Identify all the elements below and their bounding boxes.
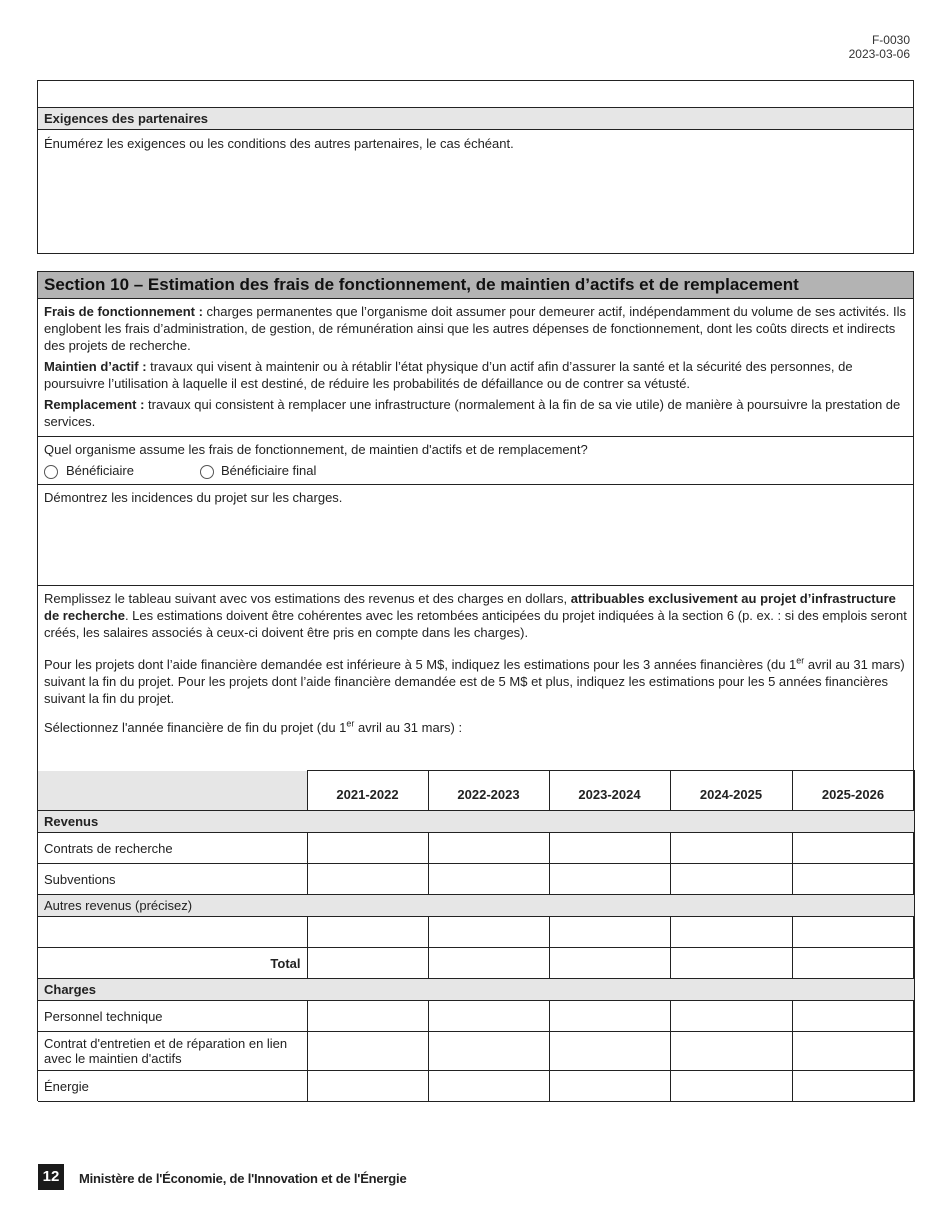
input-cell[interactable] — [428, 1001, 549, 1032]
input-cell[interactable] — [792, 864, 914, 895]
impact-field[interactable] — [38, 484, 913, 585]
year-3: 2023-2024 — [549, 771, 670, 811]
document-code — [849, 33, 910, 61]
revenus-header-row — [38, 811, 914, 833]
table-row — [38, 1032, 914, 1071]
select-part-b: avril au 31 mars) : — [354, 720, 463, 735]
revenus-header: Revenus — [38, 811, 914, 833]
input-cell[interactable] — [428, 948, 549, 979]
partners-header — [38, 107, 913, 129]
input-cell[interactable] — [549, 917, 670, 948]
para1-part-b: . Les estimations doivent être cohérentes avec les retombées anticipées du projet indiquées à la section 6 (p. ex. : si des emplois seront créés, les salaires associés à ceux-ci doivent être pris en compte dans les charges). — [44, 608, 907, 640]
table-row — [38, 917, 914, 948]
select-sup: er — [346, 718, 355, 729]
def-remplacement-term: Remplacement : — [44, 397, 145, 412]
input-cell[interactable] — [670, 1001, 792, 1032]
input-cell[interactable] — [307, 864, 428, 895]
radio-beneficiaire-label: Bénéficiaire — [66, 463, 134, 478]
input-cell[interactable] — [307, 948, 428, 979]
total-row — [38, 948, 914, 979]
estimates-table — [38, 770, 915, 1102]
charges-header-row — [38, 979, 914, 1001]
input-cell[interactable] — [428, 833, 549, 864]
input-cell[interactable] — [792, 833, 914, 864]
year-1: 2021-2022 — [307, 771, 428, 811]
para2-part-a: Pour les projets dont l’aide financière demandée est inférieure à 5 M$, indiquez les estimations pour les 3 années financières (du 1 — [44, 657, 797, 672]
def-maintien — [44, 358, 909, 392]
form-date: 2023-03-06 — [848, 47, 910, 61]
input-cell[interactable] — [549, 833, 670, 864]
input-cell[interactable] — [307, 1001, 428, 1032]
input-cell[interactable] — [670, 948, 792, 979]
input-cell[interactable] — [670, 1032, 792, 1071]
input-cell[interactable] — [307, 833, 428, 864]
table-row — [38, 1001, 914, 1032]
para2-sup: er — [796, 655, 805, 666]
input-cell[interactable] — [792, 948, 914, 979]
def-frais — [44, 303, 909, 354]
autres-revenus-header: Autres revenus (précisez) — [38, 895, 914, 917]
input-cell[interactable] — [428, 1032, 549, 1071]
radio-beneficiaire[interactable] — [44, 465, 58, 479]
partners-block — [37, 80, 914, 254]
para1-part-a: Remplissez le tableau suivant avec vos estimations des revenus et des charges en dollars, — [44, 591, 571, 606]
row-label-personnel: Personnel technique — [38, 1001, 307, 1032]
row-label-contrat-entretien: Contrat d'entretien et de réparation en lien avec le maintien d'actifs — [38, 1032, 307, 1071]
section-10 — [37, 271, 914, 1101]
input-cell[interactable] — [307, 1071, 428, 1102]
instructions-para-1 — [44, 590, 909, 641]
impact-prompt: Démontrez les incidences du projet sur les charges. — [44, 490, 343, 505]
input-cell[interactable] — [792, 1071, 914, 1102]
input-cell[interactable] — [792, 917, 914, 948]
charges-header: Charges — [38, 979, 914, 1001]
row-label-energie: Énergie — [38, 1071, 307, 1102]
input-cell[interactable] — [428, 1071, 549, 1102]
def-remplacement — [44, 396, 909, 430]
year-4: 2024-2025 — [670, 771, 792, 811]
input-cell[interactable] — [549, 1071, 670, 1102]
input-cell[interactable] — [670, 917, 792, 948]
organism-question-row — [38, 436, 913, 484]
table-header-row — [38, 771, 914, 811]
def-remplacement-text: travaux qui consistent à remplacer une infrastructure (normalement à la fin de sa vie utile) de manière à poursuivre la prestation de services. — [44, 397, 901, 429]
input-cell[interactable] — [307, 917, 428, 948]
def-frais-term: Frais de fonctionnement : — [44, 304, 203, 319]
radio-beneficiaire-final[interactable] — [200, 465, 214, 479]
para2-part-b: avril au 31 mars) suivant la fin du projet. Pour les projets dont l’aide financière demandée est de 5 M$ et plus, indiquez les estimations pour les 5 années financières suivant la fin du projet. — [44, 657, 905, 706]
input-cell[interactable] — [549, 864, 670, 895]
row-label-subventions: Subventions — [38, 864, 307, 895]
def-maintien-term: Maintien d’actif : — [44, 359, 147, 374]
input-cell[interactable] — [307, 1032, 428, 1071]
input-cell[interactable] — [428, 864, 549, 895]
ministry-name: Ministère de l'Économie, de l'Innovation et de l'Énergie — [79, 1171, 407, 1186]
table-row — [38, 864, 914, 895]
input-cell[interactable] — [549, 948, 670, 979]
table-row — [38, 833, 914, 864]
def-maintien-text: travaux qui visent à maintenir ou à rétablir l’état physique d’un actif afin d’assurer la santé et la sécurité des personnes, de poursuivre l’utilisation à laquelle il est destiné, de réduire les probabilités de défaillance ou de contrer sa vétusté. — [44, 359, 853, 391]
input-cell[interactable] — [428, 917, 549, 948]
autres-revenus-input[interactable] — [38, 917, 307, 948]
section-10-title: Section 10 – Estimation des frais de fonctionnement, de maintien d’actifs et de remplacement — [38, 272, 913, 299]
organism-question: Quel organisme assume les frais de fonctionnement, de maintien d'actifs et de remplacement? — [44, 442, 588, 457]
partners-field[interactable] — [38, 129, 913, 253]
input-cell[interactable] — [670, 833, 792, 864]
blank-row[interactable] — [38, 81, 913, 107]
input-cell[interactable] — [670, 1071, 792, 1102]
year-5: 2025-2026 — [792, 771, 914, 811]
page-number: 12 — [38, 1164, 64, 1190]
input-cell[interactable] — [549, 1032, 670, 1071]
radio-beneficiaire-final-label: Bénéficiaire final — [221, 463, 317, 478]
autres-header-row — [38, 895, 914, 917]
input-cell[interactable] — [792, 1032, 914, 1071]
year-2: 2022-2023 — [428, 771, 549, 811]
input-cell[interactable] — [549, 1001, 670, 1032]
input-cell[interactable] — [670, 864, 792, 895]
row-label-contrats: Contrats de recherche — [38, 833, 307, 864]
partners-title: Exigences des partenaires — [44, 111, 209, 126]
para1-bold: attribuables exclusivement au projet d’infrastructure de recherche — [44, 591, 896, 623]
total-label: Total — [38, 948, 307, 979]
definitions — [44, 303, 909, 430]
instructions-para-2 — [44, 656, 909, 707]
form-number: F-0030 — [871, 33, 910, 47]
header-blank-cell — [38, 771, 307, 811]
select-part-a: Sélectionnez l'année financière de fin du projet (du 1 — [44, 720, 347, 735]
partners-prompt: Énumérez les exigences ou les conditions des autres partenaires, le cas échéant. — [44, 136, 514, 151]
instructions-area — [38, 585, 913, 771]
input-cell[interactable] — [792, 1001, 914, 1032]
select-year-prompt — [44, 719, 909, 736]
def-frais-text: charges permanentes que l’organisme doit assumer pour demeurer actif, indépendamment du volume de ses activités. Ils englobent les frais d’administration, de gestion, de rémunération ainsi que les autres dépenses de fonctionnement, dont les coûts directs et indirects des projets de recherche. — [44, 304, 906, 353]
table-row — [38, 1071, 914, 1102]
